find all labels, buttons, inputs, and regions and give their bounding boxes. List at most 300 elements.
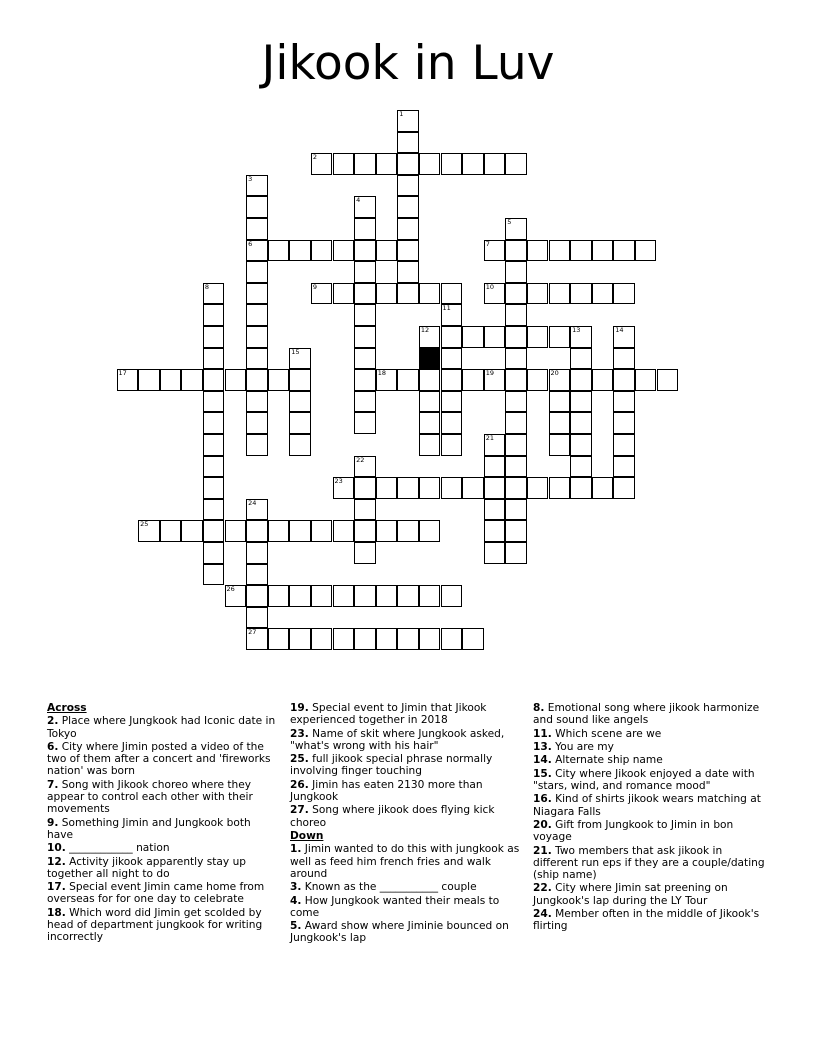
grid-cell[interactable] [354, 218, 376, 240]
clue-number: 26 [226, 585, 235, 594]
grid-cell[interactable] [268, 628, 290, 650]
clue-item [290, 702, 522, 726]
clue-item-number: 2. [47, 715, 59, 728]
grid-cell[interactable] [354, 499, 376, 521]
grid-cell[interactable] [289, 628, 311, 650]
grid-cell[interactable] [484, 434, 506, 456]
grid-cell[interactable] [311, 520, 333, 542]
clue-item-number: 21. [533, 844, 552, 857]
grid-cell[interactable] [397, 628, 419, 650]
grid-cell[interactable] [592, 240, 614, 262]
grid-cell[interactable] [570, 391, 592, 413]
grid-cell[interactable] [354, 412, 376, 434]
grid-cell[interactable] [246, 564, 268, 586]
grid-cell[interactable] [570, 348, 592, 370]
grid-cell[interactable] [613, 434, 635, 456]
grid-cell[interactable] [613, 283, 635, 305]
clue-item [533, 702, 765, 726]
grid-cell[interactable] [181, 369, 203, 391]
grid-cell[interactable] [505, 240, 527, 262]
grid-cell[interactable] [570, 240, 592, 262]
grid-cell[interactable] [289, 434, 311, 456]
grid-cell[interactable] [354, 240, 376, 262]
grid-cell[interactable] [549, 391, 571, 413]
grid-cell[interactable] [376, 477, 398, 499]
grid-cell[interactable] [354, 456, 376, 478]
grid-cell[interactable] [505, 326, 527, 348]
grid-cell[interactable] [570, 412, 592, 434]
grid-cell[interactable] [203, 456, 225, 478]
grid-cell[interactable] [117, 369, 139, 391]
grid-cell[interactable] [635, 240, 657, 262]
clue-item-number: 27. [290, 804, 309, 817]
grid-cell[interactable] [333, 477, 355, 499]
grid-cell[interactable] [505, 153, 527, 175]
grid-cell[interactable] [354, 196, 376, 218]
grid-cell[interactable] [441, 585, 463, 607]
grid-cell[interactable] [246, 391, 268, 413]
grid-cell[interactable] [397, 175, 419, 197]
grid-cell[interactable] [246, 348, 268, 370]
grid-cell[interactable] [311, 585, 333, 607]
clue-item-text: Special event Jimin came home from overseas for for one day to celebrate [47, 881, 265, 906]
clue-number: 15 [291, 347, 300, 356]
grid-cell[interactable] [484, 240, 506, 262]
grid-cell[interactable] [246, 585, 268, 607]
clue-item-text: Special event to Jimin that Jikook experienced together in 2018 [290, 702, 487, 727]
grid-cell[interactable] [354, 477, 376, 499]
grid-cell[interactable] [333, 240, 355, 262]
clue-item-text: Jimin has eaten 2130 more than Jungkook [290, 778, 483, 803]
clue-item-text: ____________ nation [65, 842, 170, 855]
clue-item [290, 728, 522, 752]
black-cell [419, 348, 441, 370]
grid-cell[interactable] [354, 391, 376, 413]
clue-number: 20 [550, 369, 559, 378]
grid-cell[interactable] [333, 585, 355, 607]
clue-number: 13 [572, 326, 581, 334]
grid-cell[interactable] [354, 153, 376, 175]
grid-cell[interactable] [160, 369, 182, 391]
grid-cell[interactable] [397, 110, 419, 132]
grid-cell[interactable] [527, 283, 549, 305]
grid-cell[interactable] [203, 283, 225, 305]
grid-cell[interactable] [203, 326, 225, 348]
clue-item [533, 728, 765, 740]
clue-item [533, 793, 765, 817]
grid-cell[interactable] [441, 326, 463, 348]
clue-number: 4 [356, 196, 361, 205]
grid-cell[interactable] [354, 326, 376, 348]
grid-cell[interactable] [376, 240, 398, 262]
clue-number: 21 [485, 434, 494, 442]
clue-item-text: Emotional song where jikook harmonize and sound like angels [533, 702, 760, 727]
grid-cell[interactable] [354, 628, 376, 650]
grid-cell[interactable] [246, 218, 268, 240]
grid-cell[interactable] [419, 412, 441, 434]
grid-cell[interactable] [549, 434, 571, 456]
grid-cell[interactable] [397, 520, 419, 542]
grid-cell[interactable] [484, 499, 506, 521]
grid-cell[interactable] [246, 520, 268, 542]
grid-cell[interactable] [570, 456, 592, 478]
grid-cell[interactable] [246, 369, 268, 391]
grid-cell[interactable] [203, 477, 225, 499]
grid-cell[interactable] [311, 283, 333, 305]
grid-cell[interactable] [397, 153, 419, 175]
grid-cell[interactable] [549, 412, 571, 434]
clue-item-number: 5. [290, 920, 302, 933]
grid-cell[interactable] [570, 477, 592, 499]
grid-cell[interactable] [635, 369, 657, 391]
grid-cell[interactable] [397, 283, 419, 305]
grid-cell[interactable] [246, 196, 268, 218]
clue-item-number: 12. [47, 855, 66, 868]
clue-item [290, 920, 522, 944]
grid-cell[interactable] [505, 304, 527, 326]
grid-cell[interactable] [549, 283, 571, 305]
grid-cell[interactable] [246, 283, 268, 305]
grid-cell[interactable] [549, 240, 571, 262]
grid-cell[interactable] [138, 520, 160, 542]
grid-cell[interactable] [203, 434, 225, 456]
grid-cell[interactable] [289, 520, 311, 542]
grid-cell[interactable] [246, 261, 268, 283]
clue-item [533, 768, 765, 792]
clue-number: 23 [334, 477, 343, 486]
grid-cell[interactable] [268, 369, 290, 391]
grid-cell[interactable] [570, 434, 592, 456]
grid-cell[interactable] [333, 153, 355, 175]
clue-item-text: You are my [551, 740, 614, 753]
grid-cell[interactable] [484, 542, 506, 564]
grid-cell[interactable] [268, 240, 290, 262]
grid-cell[interactable] [441, 434, 463, 456]
grid-cell[interactable] [462, 153, 484, 175]
grid-cell[interactable] [268, 520, 290, 542]
grid-cell[interactable] [311, 153, 333, 175]
clue-item-number: 22. [533, 882, 552, 895]
clue-item [47, 741, 279, 778]
clue-item-text: Activity jikook apparently stay up together all night to do [47, 855, 247, 880]
clue-item [47, 907, 279, 944]
grid-cell[interactable] [268, 585, 290, 607]
grid-cell[interactable] [203, 304, 225, 326]
clue-item-number: 6. [47, 740, 59, 753]
grid-cell[interactable] [311, 240, 333, 262]
grid-cell[interactable] [419, 153, 441, 175]
clue-item-number: 9. [47, 816, 59, 829]
grid-cell[interactable] [246, 434, 268, 456]
clue-number: 7 [485, 239, 490, 248]
grid-cell[interactable] [376, 520, 398, 542]
grid-cell[interactable] [225, 369, 247, 391]
clue-item-number: 17. [47, 881, 66, 894]
grid-cell[interactable] [354, 348, 376, 370]
grid-cell[interactable] [613, 240, 635, 262]
clue-item-text: Gift from Jungkook to Jimin in bon voyage [533, 818, 734, 844]
clue-item-text: Alternate ship name [551, 754, 663, 767]
grid-cell[interactable] [441, 283, 463, 305]
clue-item [533, 754, 765, 766]
grid-cell[interactable] [246, 240, 268, 262]
grid-cell[interactable] [333, 520, 355, 542]
grid-cell[interactable] [505, 412, 527, 434]
grid-cell[interactable] [505, 261, 527, 283]
puzzle-title: Jikook in Luv [261, 36, 555, 91]
grid-cell[interactable] [354, 585, 376, 607]
grid-cell[interactable] [441, 348, 463, 370]
grid-cell[interactable] [246, 542, 268, 564]
grid-cell[interactable] [203, 542, 225, 564]
grid-cell[interactable] [419, 369, 441, 391]
clue-item-text: Name of skit where Jungkook asked, "what's wrong with his hair" [290, 727, 505, 752]
clue-item-text: Place where Jungkook had Iconic date in Tokyo [47, 715, 276, 740]
grid-cell[interactable] [527, 369, 549, 391]
grid-cell[interactable] [397, 218, 419, 240]
grid-cell[interactable] [484, 153, 506, 175]
grid-cell[interactable] [289, 585, 311, 607]
clue-number: 14 [615, 326, 624, 334]
grid-cell[interactable] [376, 628, 398, 650]
grid-cell[interactable] [613, 477, 635, 499]
clue-item-number: 10. [47, 842, 66, 855]
grid-cell[interactable] [505, 477, 527, 499]
clue-item-text: City where Jimin posted a video of the two of them after a concert and 'fireworks nation' was born [47, 740, 271, 778]
grid-cell[interactable] [592, 477, 614, 499]
grid-cell[interactable] [592, 283, 614, 305]
grid-cell[interactable] [333, 628, 355, 650]
grid-cell[interactable] [527, 326, 549, 348]
grid-cell[interactable] [570, 369, 592, 391]
grid-cell[interactable] [181, 520, 203, 542]
grid-cell[interactable] [246, 628, 268, 650]
grid-cell[interactable] [289, 240, 311, 262]
grid-cell[interactable] [613, 369, 635, 391]
grid-cell[interactable] [441, 304, 463, 326]
clue-item [290, 804, 522, 828]
clue-item-text: Which word did Jimin get scolded by head of department jungkook for writing incorrectly [47, 906, 263, 944]
grid-cell[interactable] [592, 369, 614, 391]
grid-cell[interactable] [419, 628, 441, 650]
grid-cell[interactable] [333, 283, 355, 305]
clue-item-number: 3. [290, 881, 302, 894]
clue-item [290, 843, 522, 880]
clue-item-number: 19. [290, 702, 309, 714]
grid-cell[interactable] [203, 564, 225, 586]
grid-cell[interactable] [484, 326, 506, 348]
grid-cell[interactable] [549, 369, 571, 391]
grid-cell[interactable] [203, 412, 225, 434]
grid-cell[interactable] [441, 391, 463, 413]
grid-cell[interactable] [657, 369, 679, 391]
grid-cell[interactable] [203, 520, 225, 542]
grid-cell[interactable] [203, 499, 225, 521]
grid-cell[interactable] [527, 477, 549, 499]
grid-cell[interactable] [225, 585, 247, 607]
clue-item-text: City where Jikook enjoyed a date with "stars, wind, and romance mood" [533, 767, 755, 792]
clue-item-number: 4. [290, 894, 302, 907]
grid-cell[interactable] [462, 326, 484, 348]
clue-number: 2 [312, 153, 318, 162]
grid-cell[interactable] [397, 240, 419, 262]
grid-cell[interactable] [462, 369, 484, 391]
grid-cell[interactable] [138, 369, 160, 391]
grid-cell[interactable] [462, 628, 484, 650]
grid-cell[interactable] [613, 348, 635, 370]
grid-cell[interactable] [441, 628, 463, 650]
grid-cell[interactable] [505, 283, 527, 305]
grid-cell[interactable] [376, 585, 398, 607]
grid-cell[interactable] [441, 412, 463, 434]
clue-item-text: Two members that ask jikook in different run eps if they are a couple/dating (ship name) [533, 844, 765, 881]
grid-cell[interactable] [505, 499, 527, 521]
grid-cell[interactable] [397, 196, 419, 218]
clue-item-text: Song where jikook does flying kick choreo [290, 804, 495, 829]
grid-cell[interactable] [246, 499, 268, 521]
grid-cell[interactable] [505, 520, 527, 542]
grid-cell[interactable] [419, 283, 441, 305]
grid-cell[interactable] [527, 240, 549, 262]
grid-cell[interactable] [419, 520, 441, 542]
grid-cell[interactable] [354, 542, 376, 564]
grid-cell[interactable] [419, 477, 441, 499]
clue-number: 22 [356, 455, 365, 464]
grid-cell[interactable] [289, 391, 311, 413]
clue-number: 19 [485, 369, 494, 378]
grid-cell[interactable] [203, 348, 225, 370]
grid-cell[interactable] [203, 391, 225, 413]
grid-cell[interactable] [397, 261, 419, 283]
clue-item-text: Song with Jikook choreo where they appear to control each other with their movements [47, 778, 253, 816]
clue-item [290, 881, 522, 893]
grid-cell[interactable] [441, 369, 463, 391]
grid-cell[interactable] [354, 261, 376, 283]
grid-cell[interactable] [203, 369, 225, 391]
clue-item-text: City where Jimin sat preening on Jungkook's lap during the LY Tour [533, 882, 728, 907]
grid-cell[interactable] [354, 520, 376, 542]
grid-cell[interactable] [246, 607, 268, 629]
clue-item-number: 7. [47, 778, 59, 791]
grid-cell[interactable] [484, 369, 506, 391]
grid-cell[interactable] [354, 283, 376, 305]
grid-cell[interactable] [419, 434, 441, 456]
grid-cell[interactable] [354, 369, 376, 391]
clue-item-text: Something Jimin and Jungkook both have [47, 816, 251, 841]
clue-item-number: 20. [533, 818, 552, 831]
grid-cell[interactable] [289, 369, 311, 391]
grid-cell[interactable] [505, 456, 527, 478]
grid-cell[interactable] [289, 348, 311, 370]
clue-item-number: 14. [533, 754, 552, 767]
clue-number: 18 [377, 369, 386, 378]
grid-cell[interactable] [225, 520, 247, 542]
clue-number: 16 [420, 347, 430, 356]
grid-cell[interactable] [505, 391, 527, 413]
clue-number: 11 [442, 304, 451, 313]
grid-cell[interactable] [549, 477, 571, 499]
grid-cell[interactable] [397, 369, 419, 391]
grid-cell[interactable] [160, 520, 182, 542]
clues-column-3 [533, 702, 765, 934]
grid-cell[interactable] [570, 326, 592, 348]
clue-item [47, 715, 279, 739]
clue-item-text: full jikook special phrase normally involving finger touching [290, 753, 493, 778]
grid-cell[interactable] [484, 477, 506, 499]
clue-number: 9 [312, 282, 318, 291]
grid-cell[interactable] [441, 153, 463, 175]
clue-item-text: Member often in the middle of Jikook's flirting [533, 907, 760, 933]
grid-cell[interactable] [246, 175, 268, 197]
grid-cell[interactable] [505, 348, 527, 370]
grid-cell[interactable] [484, 283, 506, 305]
clue-item-number: 26. [290, 778, 309, 791]
clue-item-text: Award show where Jiminie bounced on Jungkook's lap [290, 920, 509, 945]
grid-cell[interactable] [376, 283, 398, 305]
grid-cell[interactable] [246, 412, 268, 434]
grid-cell[interactable] [419, 391, 441, 413]
grid-cell[interactable] [484, 456, 506, 478]
clue-item [290, 753, 522, 777]
clue-number: 12 [420, 326, 430, 334]
grid-cell[interactable] [505, 218, 527, 240]
grid-cell[interactable] [462, 477, 484, 499]
grid-cell[interactable] [376, 153, 398, 175]
clue-number: 8 [204, 282, 210, 291]
grid-cell[interactable] [505, 434, 527, 456]
grid-cell[interactable] [397, 477, 419, 499]
grid-cell[interactable] [397, 132, 419, 154]
grid-cell[interactable] [505, 369, 527, 391]
grid-cell[interactable] [613, 326, 635, 348]
clue-item-text: How Jungkook wanted their meals to come [290, 894, 500, 919]
clue-item-number: 25. [290, 753, 309, 766]
clue-heading: Across [47, 702, 87, 714]
clue-item-number: 24. [533, 907, 552, 920]
clue-item-number: 13. [533, 740, 552, 753]
grid-cell[interactable] [289, 412, 311, 434]
grid-cell[interactable] [549, 326, 571, 348]
clue-item-text: Which scene are we [551, 727, 662, 740]
grid-cell[interactable] [570, 283, 592, 305]
grid-cell[interactable] [613, 391, 635, 413]
grid-cell[interactable] [354, 304, 376, 326]
clue-item-number: 8. [533, 702, 545, 714]
grid-cell[interactable] [613, 412, 635, 434]
grid-cell[interactable] [246, 326, 268, 348]
grid-cell[interactable] [441, 477, 463, 499]
grid-cell[interactable] [613, 456, 635, 478]
clue-item [47, 817, 279, 841]
grid-cell[interactable] [376, 369, 398, 391]
grid-cell[interactable] [419, 585, 441, 607]
grid-cell[interactable] [397, 585, 419, 607]
clue-item [290, 895, 522, 919]
grid-cell[interactable] [419, 326, 441, 348]
clue-item-text: Jimin wanted to do this with jungkook as well as feed him french fries and walk around [290, 843, 520, 880]
clue-item-number: 11. [533, 727, 552, 740]
grid-cell[interactable] [484, 520, 506, 542]
clue-item [47, 842, 279, 854]
clue-heading: Down [290, 829, 324, 842]
clue-number: 24 [248, 498, 257, 507]
clue-item [47, 779, 279, 816]
grid-cell[interactable] [246, 304, 268, 326]
grid-cell[interactable] [505, 542, 527, 564]
clue-number: 1 [399, 110, 404, 118]
grid-cell[interactable] [311, 628, 333, 650]
clue-item-text: Known as the ___________ couple [301, 881, 477, 894]
